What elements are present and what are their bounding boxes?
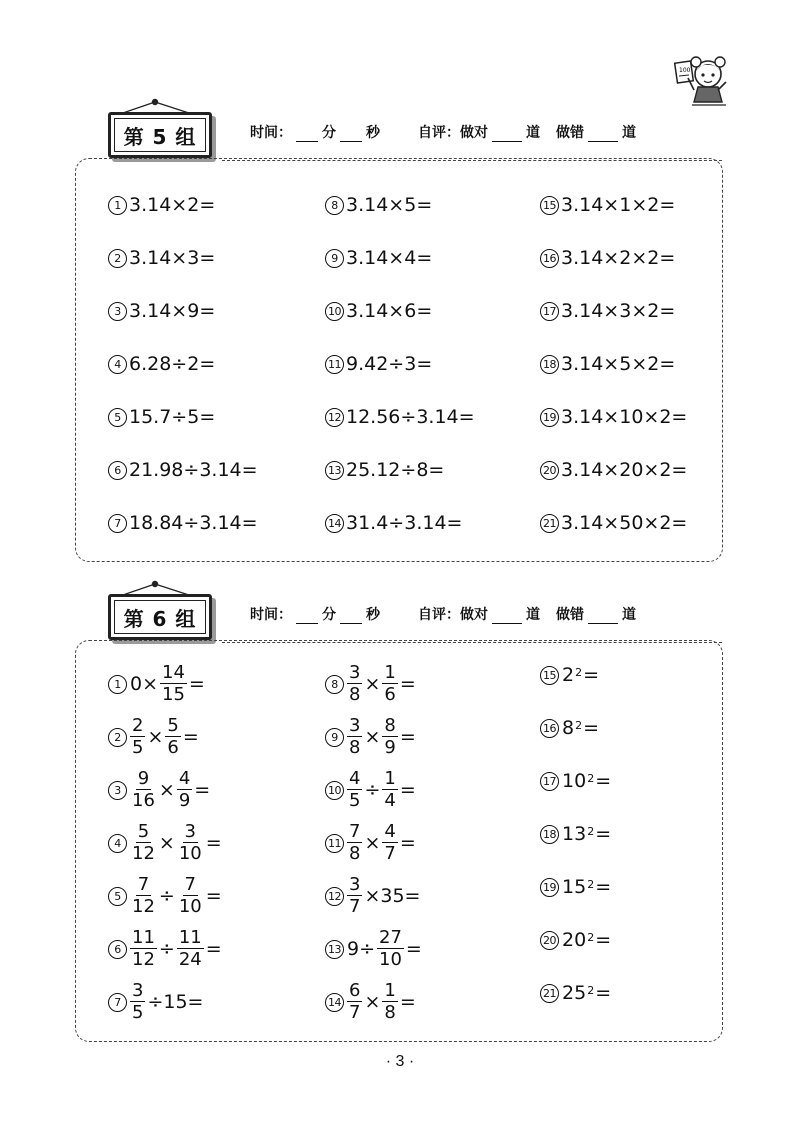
numerator: 9 — [137, 768, 150, 789]
problem-number: 1 — [108, 196, 127, 215]
expression-text: × — [147, 726, 164, 748]
problem-number: 3 — [108, 781, 127, 800]
fraction — [177, 929, 204, 969]
problem-number: 15 — [540, 666, 559, 685]
problem-number: 12 — [325, 887, 344, 906]
fraction — [160, 664, 187, 704]
numerator: 1 — [384, 980, 396, 1001]
denominator: 8 — [349, 684, 361, 705]
fraction — [347, 770, 362, 810]
fraction — [377, 929, 404, 969]
problem-number: 7 — [108, 993, 127, 1012]
wrong-label: 做错 — [556, 607, 584, 623]
seconds-label: 秒 — [366, 607, 380, 623]
problem-number: 5 — [108, 408, 127, 427]
problem-item — [108, 876, 223, 916]
numerator: 11 — [178, 927, 202, 948]
expression-text: = — [205, 938, 222, 960]
problem-item — [325, 717, 417, 757]
expression-text: ÷ — [364, 779, 381, 801]
expression: 25.12÷8= — [346, 459, 445, 481]
problem-item — [325, 459, 444, 481]
expression-text: = — [182, 726, 199, 748]
expression: 15.7÷5= — [129, 406, 216, 428]
problem-item — [108, 770, 211, 810]
expression-text: = — [595, 823, 612, 845]
problem-item — [540, 664, 600, 686]
problem-number: 19 — [540, 408, 559, 427]
expression-text: = — [399, 726, 416, 748]
problem-number: 2 — [108, 728, 127, 747]
problem-number: 11 — [325, 834, 344, 853]
group-5-header — [100, 98, 720, 158]
exponent: 2 — [587, 930, 595, 944]
problem-number: 10 — [325, 302, 344, 321]
fraction — [347, 717, 362, 757]
problem-number: 18 — [540, 825, 559, 844]
problem-item — [540, 406, 687, 428]
expression-text: = — [399, 991, 416, 1013]
denominator: 8 — [384, 1002, 396, 1023]
problem-item — [540, 876, 612, 898]
expression: 18.84÷3.14= — [129, 512, 258, 534]
denominator: 6 — [384, 684, 396, 705]
dao-label: 道 — [622, 607, 636, 623]
group-6-sign — [100, 580, 225, 642]
expression-text: 10 — [562, 770, 587, 792]
wrong-label: 做错 — [556, 125, 584, 141]
problem-number: 16 — [540, 719, 559, 738]
problem-number: 8 — [325, 196, 344, 215]
problem-item — [540, 770, 612, 792]
expression: 3.14×2×2= — [561, 247, 676, 269]
denominator: 12 — [132, 949, 155, 970]
problem-item — [325, 194, 432, 216]
problem-number: 11 — [325, 355, 344, 374]
dao-label: 道 — [526, 125, 540, 141]
problem-item — [540, 459, 687, 481]
numerator: 8 — [384, 715, 396, 736]
minutes-blank — [296, 127, 318, 142]
problem-item — [108, 353, 215, 375]
denominator: 7 — [349, 1002, 361, 1023]
denominator: 5 — [349, 790, 361, 811]
numerator: 5 — [137, 821, 150, 842]
problem-number: 20 — [540, 461, 559, 480]
numerator: 4 — [178, 768, 191, 789]
problem-number: 7 — [108, 514, 127, 533]
numerator: 3 — [349, 715, 361, 736]
problem-number: 12 — [325, 408, 344, 427]
problem-item — [325, 664, 417, 704]
denominator: 5 — [132, 737, 144, 758]
problem-item — [540, 300, 675, 322]
expression-text: ÷ — [158, 938, 175, 960]
expression-text: = — [595, 770, 612, 792]
expression-text: ×35= — [364, 885, 421, 907]
expression-text: × — [364, 991, 381, 1013]
seconds-blank — [340, 127, 362, 142]
numerator: 3 — [132, 980, 144, 1001]
problem-number: 19 — [540, 878, 559, 897]
fraction — [382, 664, 397, 704]
expression-text: 8 — [562, 717, 575, 739]
problem-number: 5 — [108, 887, 127, 906]
problem-number: 13 — [325, 940, 344, 959]
expression-text: 20 — [562, 929, 587, 951]
fraction — [347, 664, 362, 704]
expression-text: = — [583, 664, 600, 686]
expression: 31.4÷3.14= — [346, 512, 463, 534]
numerator: 11 — [132, 927, 155, 948]
denominator: 15 — [162, 684, 185, 705]
expression: 3.14×6= — [346, 300, 433, 322]
expression-text: 15 — [562, 876, 587, 898]
numerator: 7 — [349, 821, 361, 842]
numerator: 7 — [137, 874, 150, 895]
problem-number: 17 — [540, 302, 559, 321]
page-number: · 3 · — [385, 1053, 415, 1070]
numerator: 3 — [349, 874, 361, 895]
expression-text: × — [364, 673, 381, 695]
numerator: 4 — [384, 821, 396, 842]
exponent: 2 — [587, 983, 595, 997]
fraction — [382, 717, 397, 757]
problem-number: 8 — [325, 675, 344, 694]
exponent: 2 — [587, 824, 595, 838]
problem-item — [108, 194, 215, 216]
expression-text: = — [194, 779, 211, 801]
exponent: 2 — [587, 771, 595, 785]
problem-number: 13 — [325, 461, 344, 480]
problem-item — [325, 406, 475, 428]
denominator: 9 — [178, 790, 191, 811]
problem-item — [540, 929, 612, 951]
problem-number: 20 — [540, 931, 559, 950]
problem-item — [108, 717, 200, 757]
fraction — [130, 823, 157, 863]
group-5-title: 第 5 组 — [114, 118, 206, 152]
expression-text: = — [405, 938, 422, 960]
expression: 3.14×3= — [129, 247, 216, 269]
expression: 3.14×3×2= — [561, 300, 676, 322]
problem-item — [540, 512, 687, 534]
problem-item — [108, 459, 258, 481]
problem-number: 16 — [540, 249, 559, 268]
problem-number: 21 — [540, 984, 559, 1003]
problem-item — [108, 664, 206, 704]
problem-number: 9 — [325, 249, 344, 268]
expression: 3.14×20×2= — [561, 459, 688, 481]
numerator: 6 — [349, 980, 361, 1001]
minutes-label: 分 — [322, 125, 336, 141]
expression-text: × — [158, 832, 175, 854]
problem-number: 1 — [108, 675, 127, 694]
group-6-meta — [250, 604, 636, 624]
numerator: 1 — [384, 662, 396, 683]
expression-text: ÷15= — [147, 991, 204, 1013]
expression-text: = — [583, 717, 600, 739]
expression-text: 25 — [562, 982, 587, 1004]
fraction — [177, 770, 192, 810]
expression-text: = — [205, 885, 222, 907]
group-5-meta — [250, 122, 636, 142]
problem-number: 3 — [108, 302, 127, 321]
problem-number: 6 — [108, 461, 127, 480]
expression-text: = — [399, 673, 416, 695]
problem-item — [325, 512, 462, 534]
fraction — [347, 823, 362, 863]
expression-text: × — [158, 779, 175, 801]
problem-item — [325, 770, 417, 810]
fraction — [165, 717, 180, 757]
expression-text: = — [399, 832, 416, 854]
dao-label: 道 — [526, 607, 540, 623]
expression: 9.42÷3= — [346, 353, 433, 375]
problem-item — [540, 982, 612, 1004]
expression-text: × — [364, 726, 381, 748]
denominator: 16 — [132, 790, 155, 811]
problem-item — [325, 247, 432, 269]
fraction — [130, 876, 157, 916]
expression: 3.14×10×2= — [561, 406, 688, 428]
problem-number: 4 — [108, 355, 127, 374]
problem-item — [108, 512, 258, 534]
expression-text: = — [399, 779, 416, 801]
dao-label: 道 — [622, 125, 636, 141]
problem-number: 14 — [325, 514, 344, 533]
denominator: 10 — [178, 896, 202, 917]
problem-item — [540, 717, 600, 739]
denominator: 12 — [132, 843, 155, 864]
expression: 3.14×2= — [129, 194, 216, 216]
expression: 3.14×5= — [346, 194, 433, 216]
correct-count-blank — [492, 609, 522, 624]
denominator: 10 — [379, 949, 402, 970]
problem-number: 4 — [108, 834, 127, 853]
numerator: 27 — [379, 927, 402, 948]
numerator: 4 — [349, 768, 361, 789]
numerator: 2 — [132, 715, 144, 736]
problem-number: 17 — [540, 772, 559, 791]
self-eval-label: 自评：做对 — [418, 125, 488, 141]
problem-number: 18 — [540, 355, 559, 374]
mascot-sign-text: 100 — [679, 67, 691, 74]
self-eval-label: 自评：做对 — [418, 607, 488, 623]
expression-text: = — [205, 832, 222, 854]
problem-item — [325, 823, 417, 863]
fraction — [130, 982, 145, 1022]
fraction — [130, 770, 157, 810]
fraction — [347, 876, 362, 916]
expression: 3.14×4= — [346, 247, 433, 269]
correct-count-blank — [492, 127, 522, 142]
denominator: 7 — [349, 896, 361, 917]
expression-text: 0× — [130, 673, 159, 695]
expression-text: = — [595, 876, 612, 898]
problem-item — [325, 929, 423, 969]
numerator: 3 — [349, 662, 361, 683]
wrong-count-blank — [588, 127, 618, 142]
fraction — [130, 717, 145, 757]
denominator: 5 — [132, 1002, 144, 1023]
problem-item — [540, 194, 675, 216]
fraction — [177, 823, 204, 863]
numerator: 1 — [384, 768, 396, 789]
wrong-count-blank — [588, 609, 618, 624]
numerator: 3 — [184, 821, 196, 842]
problem-item — [325, 353, 432, 375]
expression: 3.14×50×2= — [561, 512, 688, 534]
numerator: 14 — [162, 662, 185, 683]
problem-item — [108, 929, 223, 969]
expression-text: 9÷ — [347, 938, 376, 960]
denominator: 24 — [178, 949, 202, 970]
expression: 21.98÷3.14= — [129, 459, 258, 481]
problem-number: 14 — [325, 993, 344, 1012]
numerator: 7 — [184, 874, 196, 895]
problem-number: 6 — [108, 940, 127, 959]
problem-number: 21 — [540, 514, 559, 533]
seconds-label: 秒 — [366, 125, 380, 141]
problem-item — [540, 247, 675, 269]
problem-item — [108, 823, 223, 863]
problem-number: 15 — [540, 196, 559, 215]
problem-item — [108, 982, 204, 1022]
fraction — [347, 982, 362, 1022]
expression: 6.28÷2= — [129, 353, 216, 375]
denominator: 7 — [384, 843, 396, 864]
problem-number: 2 — [108, 249, 127, 268]
denominator: 4 — [384, 790, 396, 811]
fraction — [177, 876, 204, 916]
numerator: 5 — [167, 715, 179, 736]
problem-item — [325, 876, 421, 916]
fraction — [382, 823, 397, 863]
denominator: 8 — [349, 737, 361, 758]
expression: 3.14×9= — [129, 300, 216, 322]
denominator: 6 — [167, 737, 179, 758]
group-5-sign — [100, 98, 225, 160]
problem-item — [108, 247, 215, 269]
group-6-title: 第 6 组 — [114, 600, 206, 634]
expression-text: 13 — [562, 823, 587, 845]
exponent: 2 — [575, 718, 583, 732]
denominator: 12 — [132, 896, 155, 917]
expression: 12.56÷3.14= — [346, 406, 475, 428]
expression-text: = — [188, 673, 205, 695]
fraction — [382, 770, 397, 810]
expression-text: ÷ — [158, 885, 175, 907]
problem-item — [325, 982, 417, 1022]
problem-number: 9 — [325, 728, 344, 747]
problem-item — [108, 300, 215, 322]
expression: 3.14×1×2= — [561, 194, 676, 216]
minutes-label: 分 — [322, 607, 336, 623]
exponent: 2 — [587, 877, 595, 891]
time-label: 时间： — [250, 125, 292, 141]
expression-text: = — [595, 929, 612, 951]
denominator: 9 — [384, 737, 396, 758]
problem-item — [108, 406, 215, 428]
expression-text: × — [364, 832, 381, 854]
problem-item — [325, 300, 432, 322]
expression: 3.14×5×2= — [561, 353, 676, 375]
problem-item — [540, 353, 675, 375]
fraction — [382, 982, 397, 1022]
problem-item — [540, 823, 612, 845]
exponent: 2 — [575, 665, 583, 679]
group-6-header — [100, 580, 720, 640]
denominator: 8 — [349, 843, 361, 864]
expression-text: = — [595, 982, 612, 1004]
fraction — [130, 929, 157, 969]
expression-text: 2 — [562, 664, 575, 686]
denominator: 10 — [178, 843, 202, 864]
seconds-blank — [340, 609, 362, 624]
problem-number: 10 — [325, 781, 344, 800]
minutes-blank — [296, 609, 318, 624]
time-label: 时间： — [250, 607, 292, 623]
